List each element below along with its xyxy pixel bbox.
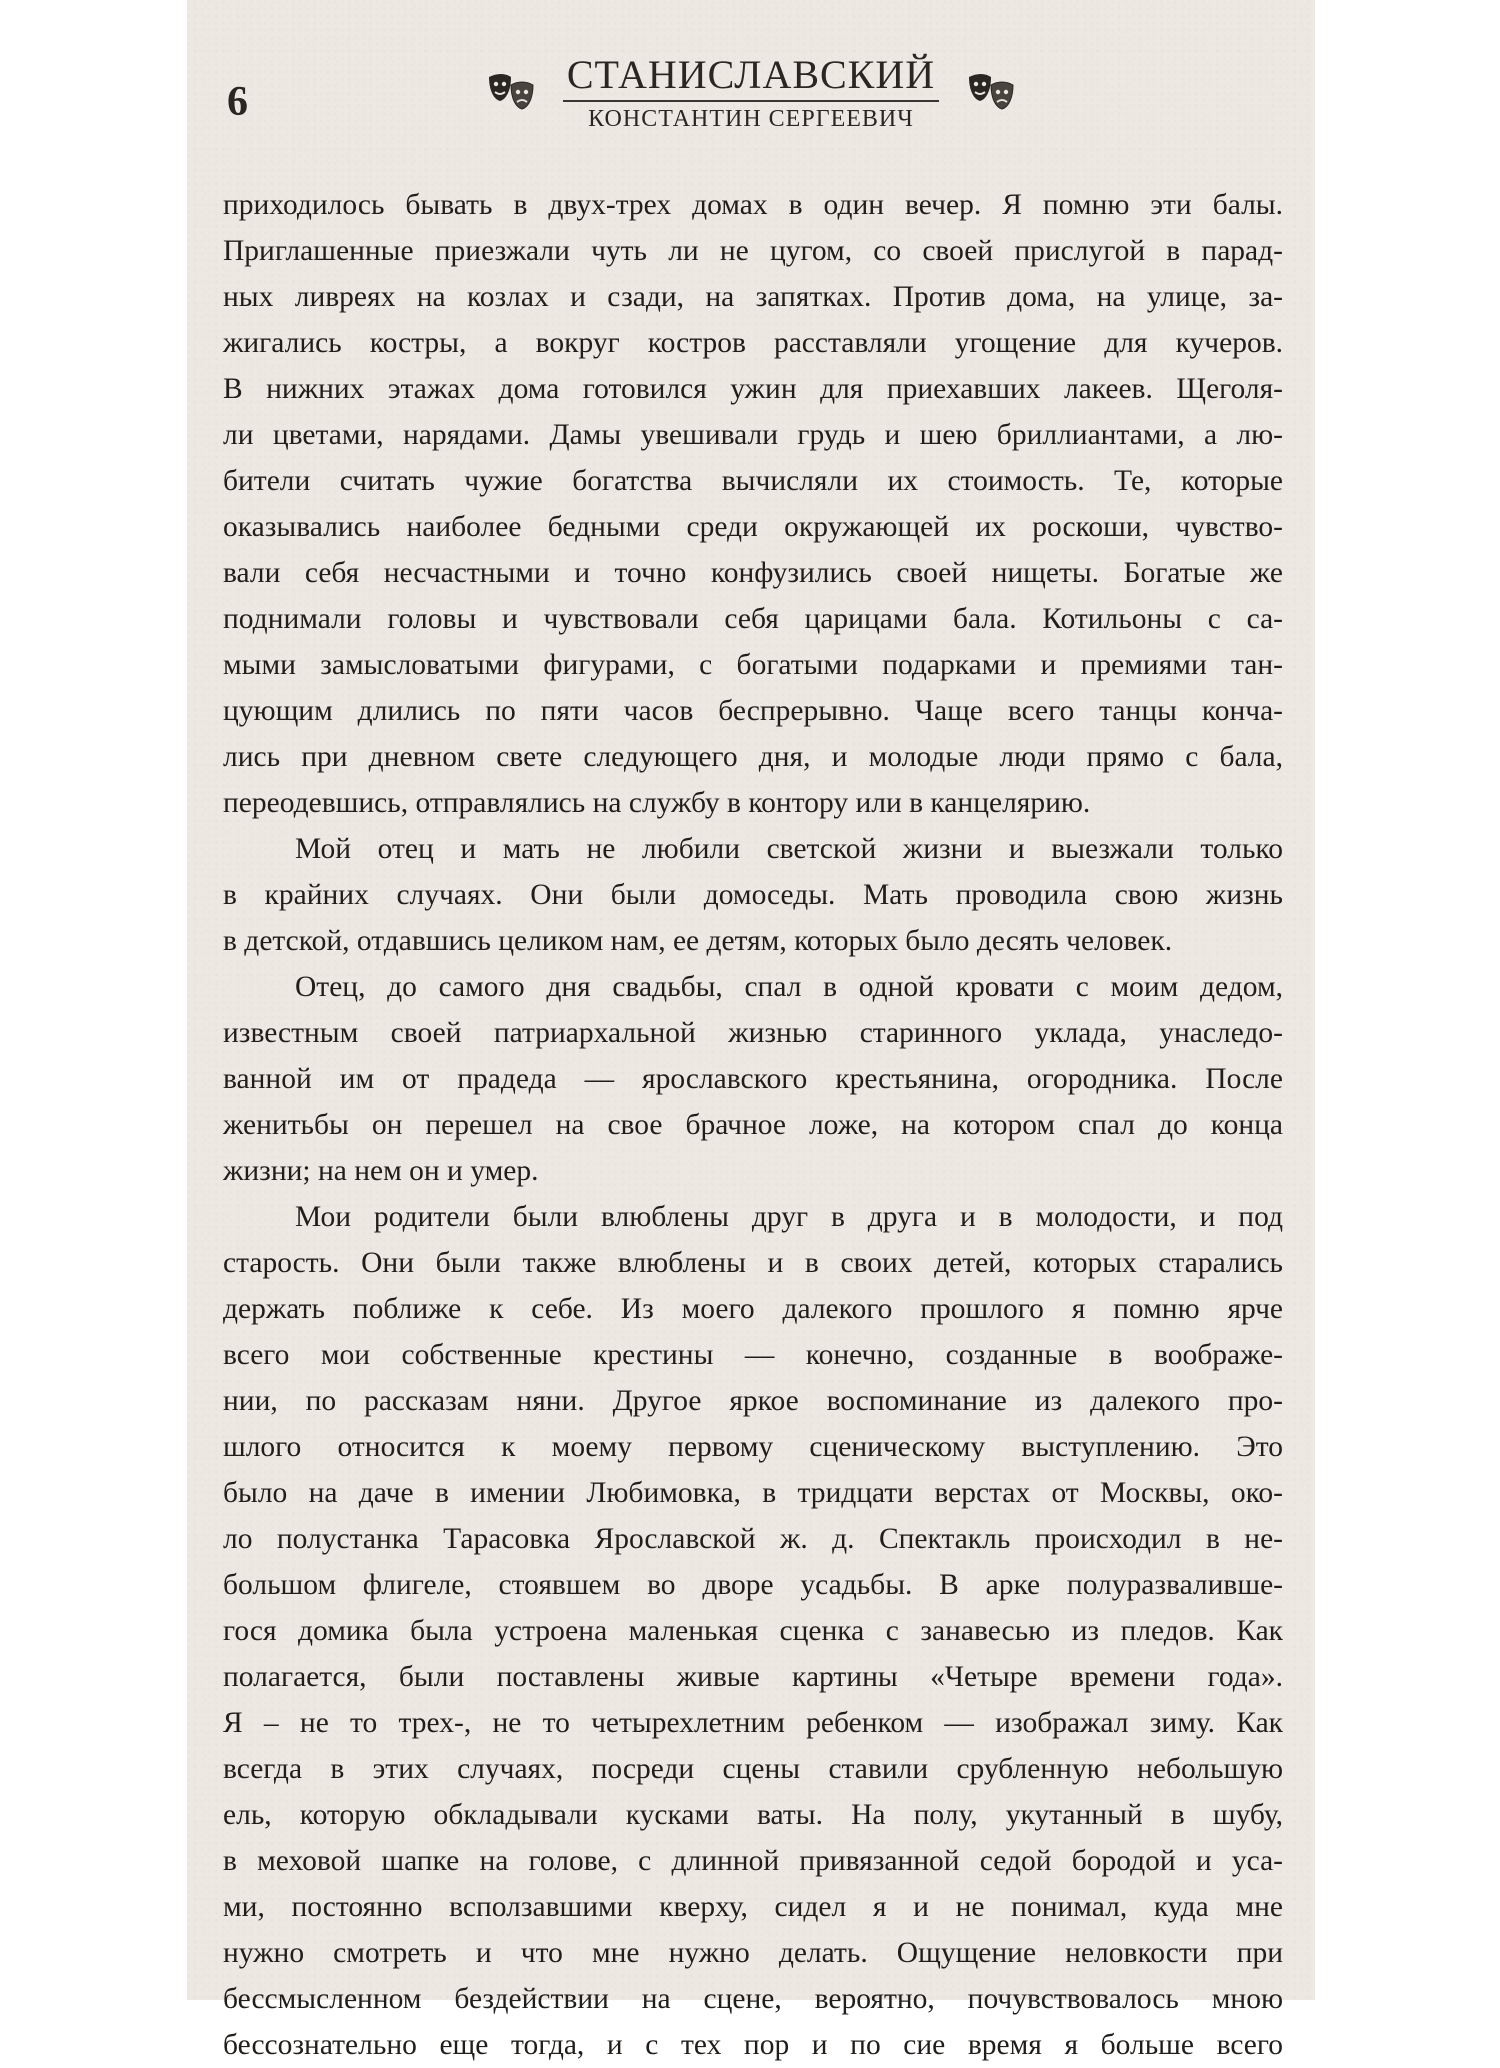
text-line: приходилось бывать в двух-трех домах в один вечер. Я помню эти балы. [223,189,1283,221]
text-line: большом флигеле, стоявшем во дворе усадьбы. В арке полуразваливше- [223,1569,1283,1601]
text-line: было на даче в имении Любимовка, в тридцати верстах от Москвы, око- [223,1477,1283,1509]
text-line: вали себя несчастными и точно конфузились своей нищеты. Богатые же [223,557,1283,589]
text-line: бессознательно еще тогда, и с тех пор и по сие время я больше всего [223,2029,1283,2061]
text-line: Приглашенные приезжали чуть ли не цугом, со своей прислугой в парад- [223,235,1283,267]
running-header [187,52,1315,134]
text-line: нии, по рассказам няни. Другое яркое воспоминание из далекого про- [223,1385,1283,1417]
text-line: женитьбы он перешел на свое брачное ложе, на котором спал до конца [223,1109,1283,1141]
text-line: всего мои собственные крестины — конечно, созданные в воображе- [223,1339,1283,1371]
text-line: в крайних случаях. Они были домоседы. Мать проводила свою жизнь [223,879,1283,911]
text-line: ли цветами, нарядами. Дамы увешивали грудь и шею бриллиантами, а лю- [223,419,1283,451]
text-line: Я – не то трех-, не то четырехлетним ребенком — изображал зиму. Как [223,1707,1283,1739]
theater-masks-icon [965,71,1017,115]
text-line: Мой отец и мать не любили светской жизни и выезжали только [295,833,1283,865]
text-line: ло полустанка Тарасовка Ярославской ж. д. Спектакль происходил в не- [223,1523,1283,1555]
paragraph [223,964,1283,1194]
page-number: 6 [227,79,248,125]
text-line: в меховой шапке на голове, с длинной привязанной седой бородой и уса- [223,1845,1283,1877]
text-line: оказывались наиболее бедными среди окружающей их роскоши, чувство- [223,511,1283,543]
text-line: ных ливреях на козлах и сзади, на запятках. Против дома, на улице, за- [223,281,1283,313]
text-line: в детской, отдавшись целиком нам, ее детям, которых было десять человек. [223,925,1173,957]
text-line: лись при дневном свете следующего дня, и молодые люди прямо с бала, [223,741,1283,773]
text-line: В нижних этажах дома готовился ужин для приехавших лакеев. Щеголя- [223,373,1283,405]
text-line: ми, постоянно всползавшими кверху, сидел я и не понимал, куда мне [223,1891,1283,1923]
text-line: держать поближе к себе. Из моего далекого прошлого я помню ярче [223,1293,1283,1325]
text-line: нужно смотреть и что мне нужно делать. Ощущение неловкости при [223,1937,1283,1969]
text-line: жигались костры, а вокруг костров расставляли угощение для кучеров. [223,327,1283,359]
text-line: поднимали головы и чувствовали себя царицами бала. Котильоны с са- [223,603,1283,635]
text-line: Мои родители были влюблены друг в друга и в молодости, и под [295,1201,1283,1233]
text-line: переодевшись, отправлялись на службу в контору или в канцелярию. [223,787,1091,819]
text-line: шлого относится к моему первому сценическому выступлению. Это [223,1431,1283,1463]
text-line: полагается, были поставлены живые картины «Четыре времени года». [223,1661,1283,1693]
text-line: гося домика была устроена маленькая сценка с занавесью из пледов. Как [223,1615,1283,1647]
header-author-name: КОНСТАНТИН СЕРГЕЕВИЧ [588,106,914,132]
text-line: Отец, до самого дня свадьбы, спал в одной кровати с моим дедом, [295,971,1283,1003]
text-line: ванной им от прадеда — ярославского крестьянина, огородника. После [223,1063,1283,1095]
text-line: жизни; на нем он и умер. [223,1155,539,1187]
text-line: известным своей патриархальной жизнью старинного уклада, унаследо- [223,1017,1283,1049]
book-page [187,0,1315,2061]
text-line: цующим длились по пяти часов беспрерывно. Чаще всего танцы конча- [223,695,1283,727]
text-line: ель, которую обкладывали кусками ваты. На полу, укутанный в шубу, [223,1799,1283,1831]
text-line: бессмысленном бездействии на сцене, вероятно, почувствовалось мною [223,1983,1283,2015]
paragraph [223,182,1283,826]
paragraph [223,826,1283,964]
text-line: бители считать чужие богатства вычисляли их стоимость. Те, которые [223,465,1283,497]
paragraph [223,1194,1283,2068]
text-line: мыми замысловатыми фигурами, с богатыми подарками и премиями тан- [223,649,1283,681]
theater-masks-icon [485,71,537,115]
body-text [223,182,1283,2068]
header-author-surname: СТАНИСЛАВСКИЙ [563,52,939,102]
text-line: старость. Они были также влюблены и в своих детей, которых старались [223,1247,1283,1279]
text-line: всегда в этих случаях, посреди сцены ставили срубленную небольшую [223,1753,1283,1785]
